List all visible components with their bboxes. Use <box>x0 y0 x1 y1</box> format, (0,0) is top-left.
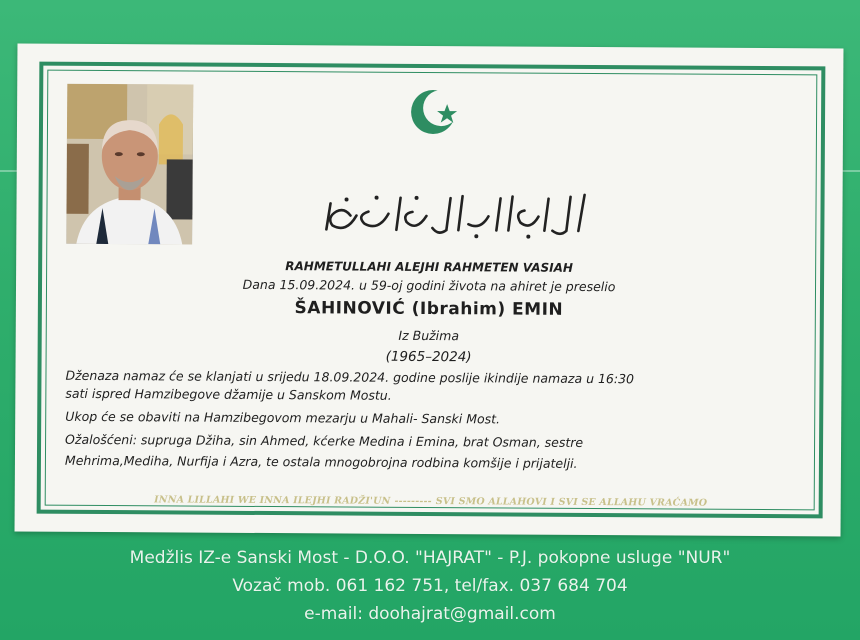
origin-place: Iz Bužima <box>398 327 460 344</box>
mourners-line-2: Mehrima,Mediha, Nurfija i Azra, te ostala mnogobrojna rodbina komšije i prijatelji. <box>64 452 578 471</box>
death-date-line: Dana 15.09.2024. u 59-oj godini života na ahiret je preselio <box>242 276 616 295</box>
mourners-line-1: Ožalošćeni: supruga Džiha, sin Ahmed, kćerke Medina i Emina, brat Osman, sestre <box>65 431 584 450</box>
deceased-name: ŠAHINOVIĆ (Ibrahim) EMIN <box>294 298 564 320</box>
company-name: Medžlis IZ-e Sanski Most - D.O.O. "HAJRAT" - P.J. pokopne usluge "NUR" <box>129 548 731 568</box>
obituary-notice <box>15 43 844 536</box>
rahmet-line: RAHMETULLAHI ALEJHI RAHMETEN VASIAH <box>285 259 574 275</box>
closing-quote-dashes: --------- <box>394 495 432 508</box>
life-years: (1965–2024) <box>385 348 472 366</box>
funeral-location-line: sati ispred Hamzibegove džamije u Sanskom Mostu. <box>65 385 392 403</box>
company-phone: Vozač mob. 061 162 751, tel/fax. 037 684 704 <box>232 576 628 596</box>
burial-line: Ukop će se obaviti na Hamzibegovom mezarju u Mahali- Sanski Most. <box>65 408 501 427</box>
portrait-photo <box>66 84 193 245</box>
crescent-and-star-icon <box>409 86 461 138</box>
company-email: e-mail: doohajrat@gmail.com <box>304 604 556 624</box>
arabic-calligraphy <box>316 185 596 243</box>
closing-quote-left: INNA LILLAHI WE INNA ILEJHI RADŽI'UN <box>154 494 391 507</box>
closing-quote-right: SVI SMO ALLAHOVI I SVI SE ALLAHU VRAĆAMO <box>435 496 708 509</box>
funeral-prayer-line: Dženaza namaz će se klanjati u srijedu 18.09.2024. godine poslije ikindije namaza u 16:30 <box>65 367 635 387</box>
